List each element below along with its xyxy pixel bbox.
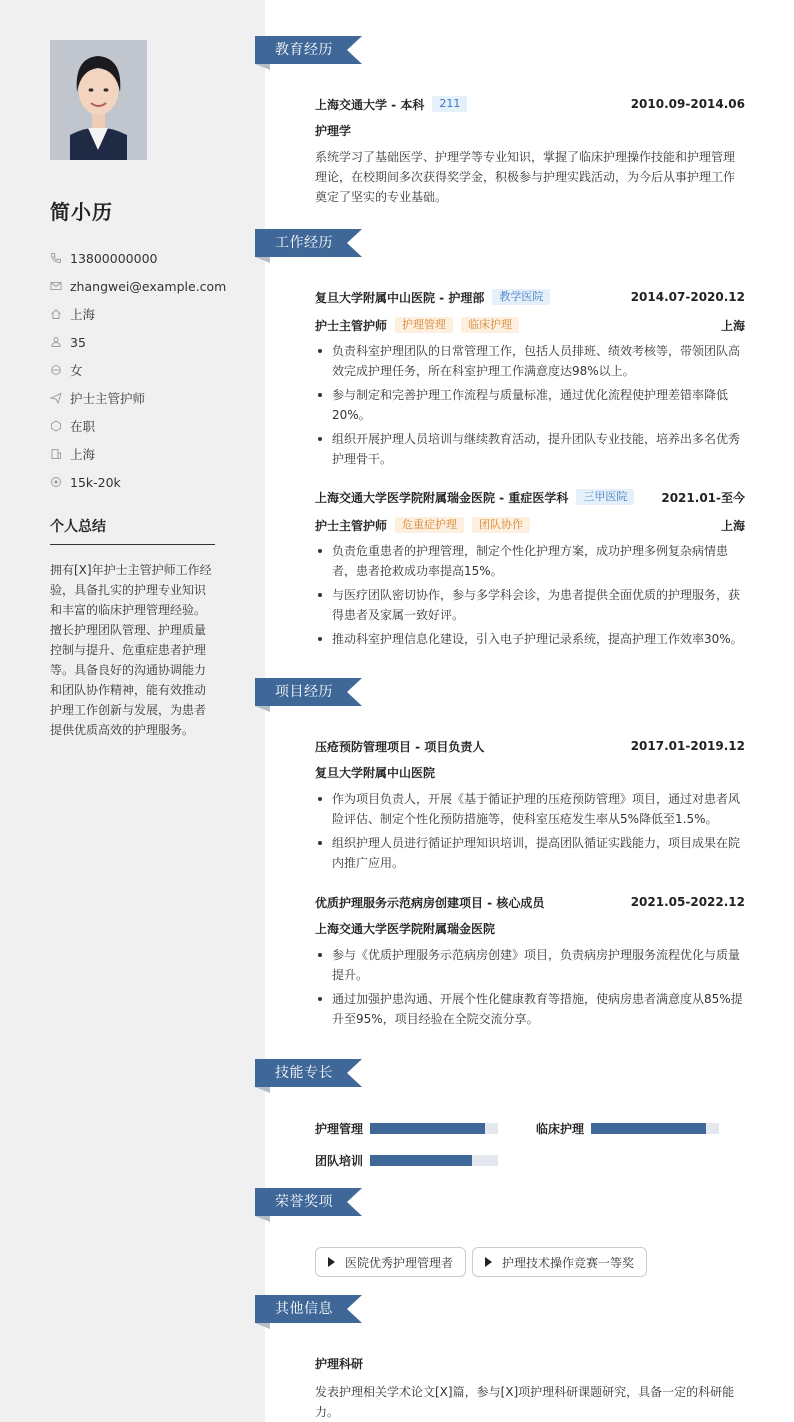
skill-fill <box>370 1123 485 1134</box>
work-skill-tag: 临床护理 <box>461 317 519 333</box>
summary-title: 个人总结 <box>50 519 106 535</box>
section-header-other <box>255 1295 365 1337</box>
contact-age <box>50 328 250 356</box>
section-title-skills: 技能专长 <box>275 1065 333 1081</box>
work-date: 2021.01-至今 <box>661 490 745 505</box>
contact-location-value: 上海 <box>70 307 96 322</box>
contact-age-value: 35 <box>70 334 86 350</box>
section-title-work: 工作经历 <box>275 235 333 251</box>
work-tag: 三甲医院 <box>576 489 634 505</box>
skill-bar <box>591 1123 719 1134</box>
honor-label: 医院优秀护理管理者 <box>345 1255 454 1270</box>
salary-icon <box>50 476 62 488</box>
work-company: 复旦大学附属中山医院 - 护理部 <box>315 290 485 305</box>
skill-name: 护理管理 <box>315 1121 364 1136</box>
skill-item <box>315 1153 498 1167</box>
building-icon <box>50 448 62 460</box>
skill-name: 临床护理 <box>536 1121 585 1136</box>
honor-badge <box>315 1247 466 1277</box>
summary-text: 拥有[X]年护士主管护师工作经验，具备扎实的护理专业知识和丰富的临床护理管理经验。擅长护理团队管理、护理质量控制与提升、危重症患者护理等。具备良好的沟通协调能力和团队协作精神，能有效推动护理工作创新与发展，为患者提供优质高效的护理服务。 <box>50 563 212 737</box>
contact-salary-value: 15k-20k <box>70 474 121 490</box>
work-skill-tag: 护理管理 <box>395 317 453 333</box>
work-tag: 教学医院 <box>492 289 550 305</box>
contact-position <box>50 384 250 412</box>
work-skill-tag: 危重症护理 <box>395 517 464 533</box>
work-company: 上海交通大学医学院附属瑞金医院 - 重症医学科 <box>315 490 569 505</box>
project-org: 上海交通大学医学院附属瑞金医院 <box>315 922 496 936</box>
education-entry <box>315 94 745 207</box>
other-entry <box>315 1354 745 1422</box>
contact-gender-value: 女 <box>70 363 83 378</box>
project-bullet: 通过加强护患沟通、开展个性化健康教育等措施，使病房患者满意度从85%提升至95%，项目经验在全院交流分享。 <box>315 989 745 1029</box>
education-description: 系统学习了基础医学、护理学等专业知识，掌握了临床护理操作技能和护理管理理论，在校期间多次获得奖学金，积极参与护理实践活动，为今后从事护理工作奠定了坚实的专业基础。 <box>315 150 736 204</box>
work-role: 护士主管护师 <box>315 318 388 333</box>
gender-icon <box>50 364 62 376</box>
work-bullet: 组织开展护理人员培训与继续教育活动，提升团队专业技能，培养出多名优秀护理骨干。 <box>315 429 745 469</box>
section-title-projects: 项目经历 <box>275 684 333 700</box>
section-title-other: 其他信息 <box>275 1301 333 1317</box>
honor-label: 护理技术操作竞赛一等奖 <box>502 1255 635 1270</box>
home-icon <box>50 308 62 320</box>
status-icon <box>50 420 62 432</box>
section-header-projects <box>255 678 365 720</box>
skill-item <box>315 1121 498 1135</box>
work-city: 上海 <box>720 318 745 333</box>
contact-city-value: 上海 <box>70 447 96 462</box>
work-skill-tag: 团队协作 <box>472 517 530 533</box>
work-bullet: 与医疗团队密切协作，参与多学科会诊，为患者提供全面优质的护理服务，获得患者及家属一致好评。 <box>315 585 745 625</box>
send-icon <box>50 392 62 404</box>
section-title-honors: 荣誉奖项 <box>275 1194 333 1210</box>
contact-list <box>50 244 250 496</box>
project-bullet: 参与《优质护理服务示范病房创建》项目，负责病房护理服务流程优化与质量提升。 <box>315 945 745 985</box>
work-bullet: 负责危重患者的护理管理，制定个性化护理方案，成功护理多例复杂病情患者，患者抢救成功率提高15%。 <box>315 541 745 581</box>
contact-phone <box>50 244 250 272</box>
contact-status <box>50 412 250 440</box>
contact-email <box>50 272 250 300</box>
skill-item <box>536 1121 719 1135</box>
project-bullet: 作为项目负责人，开展《基于循证护理的压疮预防管理》项目，通过对患者风险评估、制定个性化预防措施等，使科室压疮发生率从5%降低至1.5%。 <box>315 789 745 829</box>
work-bullet: 参与制定和完善护理工作流程与质量标准，通过优化流程使护理差错率降低20%。 <box>315 385 745 425</box>
other-description: 发表护理相关学术论文[X]篇，参与[X]项护理科研课题研究，具备一定的科研能力。 <box>315 1385 735 1419</box>
phone-icon <box>50 252 62 264</box>
work-bullet: 推动科室护理信息化建设，引入电子护理记录系统，提高护理工作效率30%。 <box>315 629 745 649</box>
work-entry <box>315 287 745 469</box>
contact-salary <box>50 468 250 496</box>
contact-status-value: 在职 <box>70 419 96 434</box>
project-title: 优质护理服务示范病房创建项目 - 核心成员 <box>315 895 545 910</box>
section-header-education <box>255 36 365 78</box>
work-bullet: 负责科室护理团队的日常管理工作，包括人员排班、绩效考核等，带领团队高效完成护理任务，所在科室护理工作满意度达98%以上。 <box>315 341 745 381</box>
contact-position-value: 护士主管护师 <box>70 391 146 406</box>
project-title: 压疮预防管理项目 - 项目负责人 <box>315 739 485 754</box>
skill-bar <box>370 1123 498 1134</box>
project-entry <box>315 736 745 873</box>
play-icon <box>328 1257 335 1267</box>
person-icon <box>50 336 62 348</box>
section-title-education: 教育经历 <box>275 42 333 58</box>
section-header-honors <box>255 1188 365 1230</box>
project-entry <box>315 892 745 1029</box>
section-header-work <box>255 229 365 271</box>
other-title: 护理科研 <box>315 1357 364 1371</box>
work-entry <box>315 487 745 649</box>
education-date: 2010.09-2014.06 <box>630 97 745 111</box>
summary-divider <box>50 544 215 545</box>
skill-bar <box>370 1155 498 1166</box>
section-header-skills <box>255 1059 365 1101</box>
education-major: 护理学 <box>315 124 352 138</box>
candidate-name: 简小历 <box>50 200 113 224</box>
skill-fill <box>370 1155 472 1166</box>
profile-photo <box>50 40 147 160</box>
mail-icon <box>50 280 62 292</box>
project-org: 复旦大学附属中山医院 <box>315 766 436 780</box>
work-role: 护士主管护师 <box>315 518 388 533</box>
sidebar <box>0 0 265 1422</box>
honor-badge <box>472 1247 647 1277</box>
contact-gender <box>50 356 250 384</box>
project-bullet: 组织护理人员进行循证护理知识培训，提高团队循证实践能力，项目成果在院内推广应用。 <box>315 833 745 873</box>
contact-location <box>50 300 250 328</box>
work-city: 上海 <box>720 518 745 533</box>
contact-phone-value: 13800000000 <box>70 250 158 266</box>
project-date: 2017.01-2019.12 <box>630 739 745 753</box>
work-date: 2014.07-2020.12 <box>630 290 745 304</box>
project-date: 2021.05-2022.12 <box>630 895 745 909</box>
education-tag: 211 <box>432 96 467 112</box>
skill-name: 团队培训 <box>315 1153 364 1168</box>
contact-city <box>50 440 250 468</box>
skill-fill <box>591 1123 706 1134</box>
play-icon <box>485 1257 492 1267</box>
contact-email-value: zhangwei@example.com <box>70 278 227 294</box>
education-school: 上海交通大学 - 本科 <box>315 97 425 112</box>
